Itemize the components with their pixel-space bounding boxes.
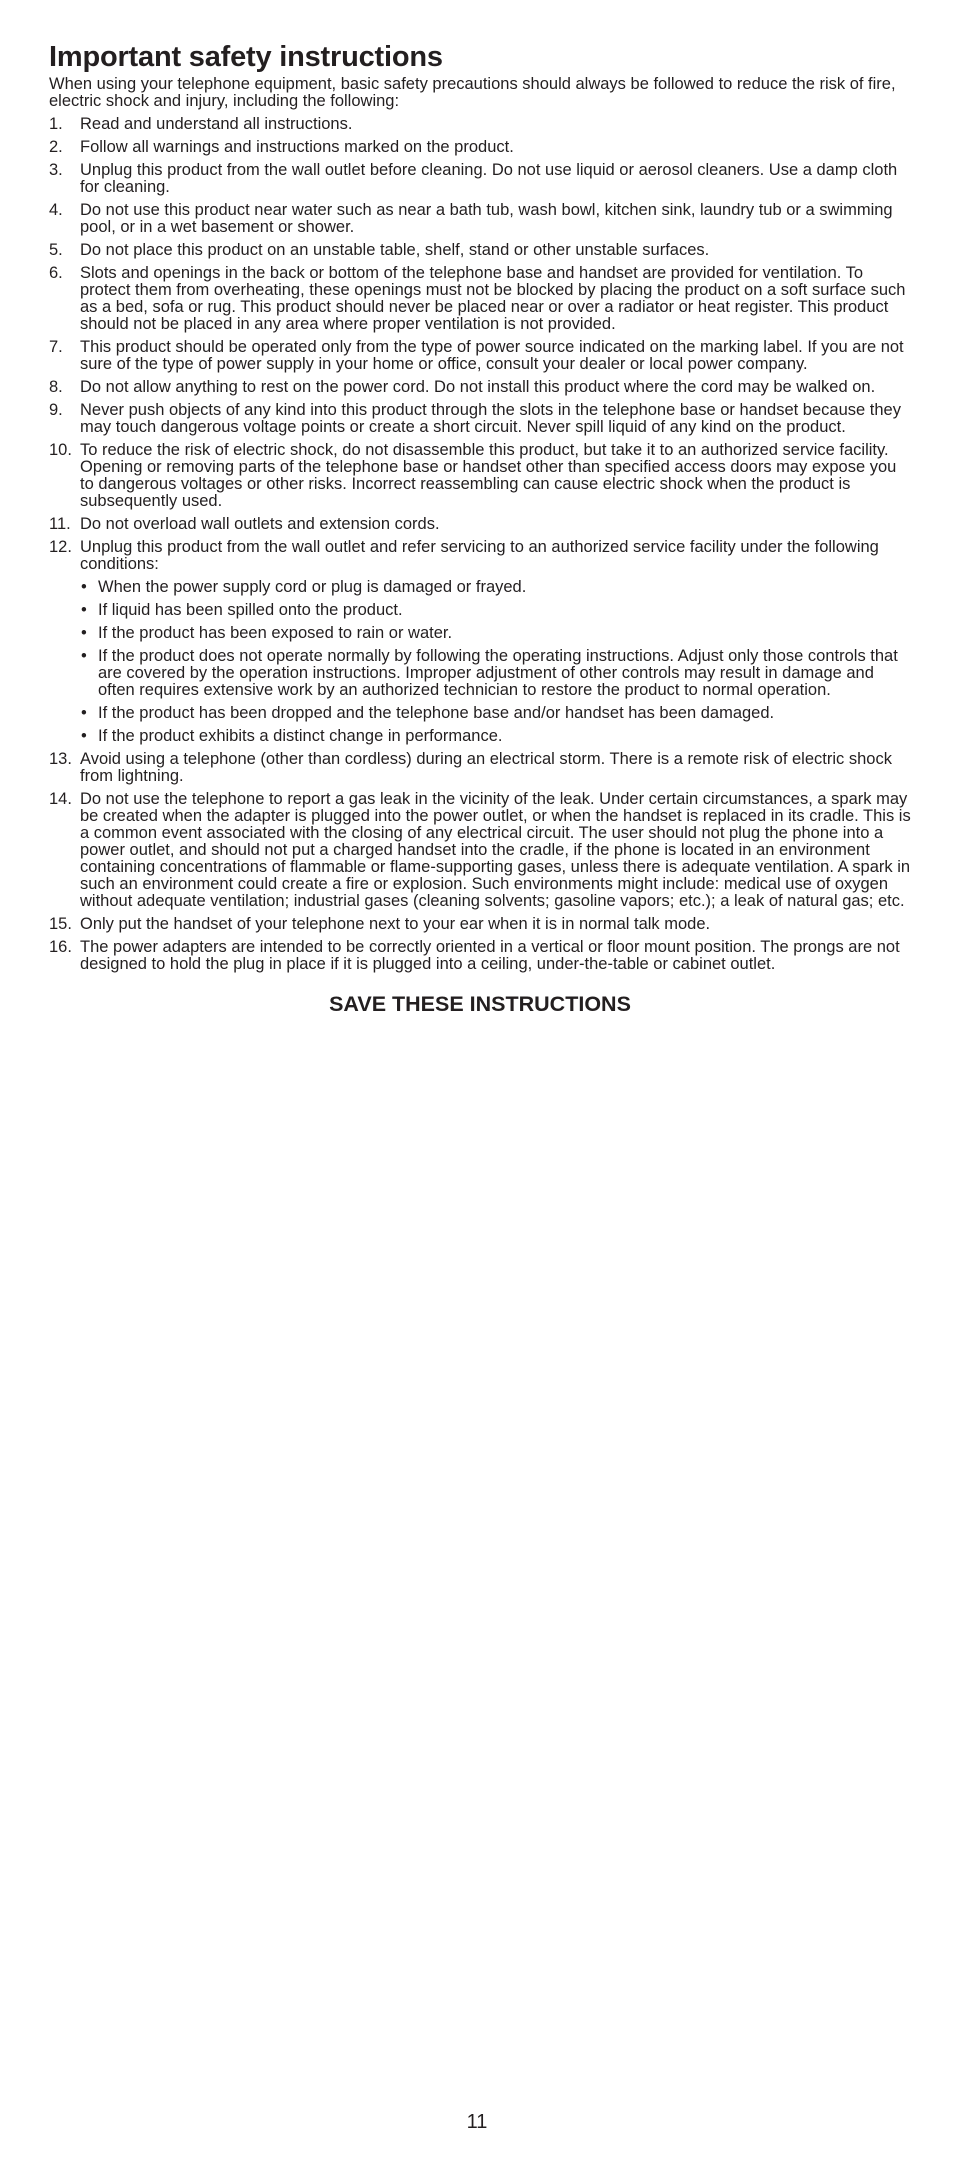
item-text: Do not overload wall outlets and extension cords. <box>80 515 440 533</box>
bullet-icon: • <box>81 601 87 619</box>
page-title: Important safety instructions <box>49 41 443 73</box>
item-text: Slots and openings in the back or bottom of the telephone base and handset are provided for ventilation. To protect them from overheating, these openings must not be blocked by placing the product on a soft surface such as a bed, sofa or rug. This product should never be placed near or over a radiator or heat register. This product should not be placed in any area where proper ventilation is not provided. <box>80 264 906 333</box>
item-text: Do not place this product on an unstable table, shelf, stand or other unstable surfaces. <box>80 241 710 259</box>
item-text: Follow all warnings and instructions marked on the product. <box>80 138 514 156</box>
bullet-icon: • <box>81 704 87 722</box>
item-text: The power adapters are intended to be correctly oriented in a vertical or floor mount position. The prongs are not designed to hold the plug in place if it is plugged into a ceiling, under-the-table or cabinet outlet. <box>80 938 900 973</box>
item-number: 1. <box>49 115 63 133</box>
item-number: 8. <box>49 378 63 396</box>
condition-text: If the product has been exposed to rain or water. <box>98 624 453 642</box>
condition-text: If the product has been dropped and the telephone base and/or handset has been damaged. <box>98 704 775 722</box>
condition-text: When the power supply cord or plug is damaged or frayed. <box>98 578 527 596</box>
item-number: 6. <box>49 264 63 282</box>
item-number: 5. <box>49 241 63 259</box>
instruction-item <box>49 539 911 745</box>
page-number: 11 <box>466 2111 488 2133</box>
condition-item <box>80 705 911 722</box>
item-text: Unplug this product from the wall outlet and refer servicing to an authorized service facility under the following conditions: <box>80 538 879 573</box>
instruction-item <box>49 916 911 933</box>
instruction-item <box>49 339 911 373</box>
instruction-item <box>49 402 911 436</box>
item-number: 13. <box>49 750 72 768</box>
item-number: 11. <box>49 515 71 533</box>
instruction-item <box>49 516 911 533</box>
conditions-list <box>80 579 911 745</box>
item-text: Unplug this product from the wall outlet before cleaning. Do not use liquid or aerosol cleaners. Use a damp cloth for cleaning. <box>80 161 898 196</box>
instruction-item <box>49 162 911 196</box>
item-number: 12. <box>49 538 72 556</box>
bullet-icon: • <box>81 624 87 642</box>
item-text: Do not use the telephone to report a gas leak in the vicinity of the leak. Under certain circumstances, a spark may be created when the adapter is plugged into the power outlet, or when the handset is replaced in its cradle. This is a common event associated with the closing of any electrical circuit. The user should not plug the phone into a power outlet, and should not put a charged handset into the cradle, if the phone is located in an environment containing concentrations of flammable or flame-supporting gases, unless there is adequate ventilation. A spark in such an environment could create a fire or explosion. Such environments might include: medical use of oxygen without adequate ventilation; industrial gases (cleaning solvents; gasoline vapors; etc.); a leak of natural gas; etc. <box>80 790 911 910</box>
instruction-item <box>49 379 911 396</box>
condition-item <box>80 602 911 619</box>
item-number: 3. <box>49 161 63 179</box>
item-text: Avoid using a telephone (other than cordless) during an electrical storm. There is a remote risk of electric shock from lightning. <box>80 750 892 785</box>
item-number: 10. <box>49 441 72 459</box>
instruction-item <box>49 242 911 259</box>
condition-text: If the product does not operate normally by following the operating instructions. Adjust only those controls that are covered by the operation instructions. Improper adjustment of other controls may result in damage and often requires extensive work by an authorized technician to restore the product to normal operation. <box>98 647 898 699</box>
condition-item <box>80 728 911 745</box>
save-instructions-heading: SAVE THESE INSTRUCTIONS <box>329 992 631 1016</box>
condition-text: If liquid has been spilled onto the product. <box>98 601 403 619</box>
item-text: Read and understand all instructions. <box>80 115 353 133</box>
item-number: 9. <box>49 401 63 419</box>
item-text: Only put the handset of your telephone next to your ear when it is in normal talk mode. <box>80 915 711 933</box>
item-text: This product should be operated only from the type of power source indicated on the marking label. If you are not sure of the type of power supply in your home or office, consult your dealer or local power company. <box>80 338 904 373</box>
bullet-icon: • <box>81 647 87 665</box>
document-page <box>49 40 911 1017</box>
item-text: Never push objects of any kind into this product through the slots in the telephone base or handset because they may touch dangerous voltage points or create a short circuit. Never spill liquid of any kind on the product. <box>80 401 901 436</box>
instructions-list <box>49 116 911 973</box>
item-text: Do not allow anything to rest on the power cord. Do not install this product where the cord may be walked on. <box>80 378 876 396</box>
condition-item <box>80 625 911 642</box>
condition-item <box>80 579 911 596</box>
instruction-item <box>49 116 911 133</box>
item-number: 4. <box>49 201 63 219</box>
item-text: To reduce the risk of electric shock, do not disassemble this product, but take it to an authorized service facility. Opening or removing parts of the telephone base or handset other than specified access doors may expose you to dangerous voltages or other risks. Incorrect reassembling can cause electric shock when the product is subsequently used. <box>80 441 897 510</box>
item-number: 16. <box>49 938 72 956</box>
bullet-icon: • <box>81 727 87 745</box>
instruction-item <box>49 939 911 973</box>
item-number: 14. <box>49 790 72 808</box>
intro-paragraph: When using your telephone equipment, basic safety precautions should always be followed to reduce the risk of fire, electric shock and injury, including the following: <box>49 75 896 110</box>
condition-text: If the product exhibits a distinct change in performance. <box>98 727 503 745</box>
item-number: 7. <box>49 338 63 356</box>
instruction-item <box>49 202 911 236</box>
item-text: Do not use this product near water such as near a bath tub, wash bowl, kitchen sink, laundry tub or a swimming pool, or in a wet basement or shower. <box>80 201 893 236</box>
instruction-item <box>49 751 911 785</box>
instruction-item <box>49 791 911 910</box>
instruction-item <box>49 139 911 156</box>
item-number: 15. <box>49 915 72 933</box>
bullet-icon: • <box>81 578 87 596</box>
instruction-item <box>49 265 911 333</box>
item-number: 2. <box>49 138 63 156</box>
instruction-item <box>49 442 911 510</box>
condition-item <box>80 648 911 699</box>
